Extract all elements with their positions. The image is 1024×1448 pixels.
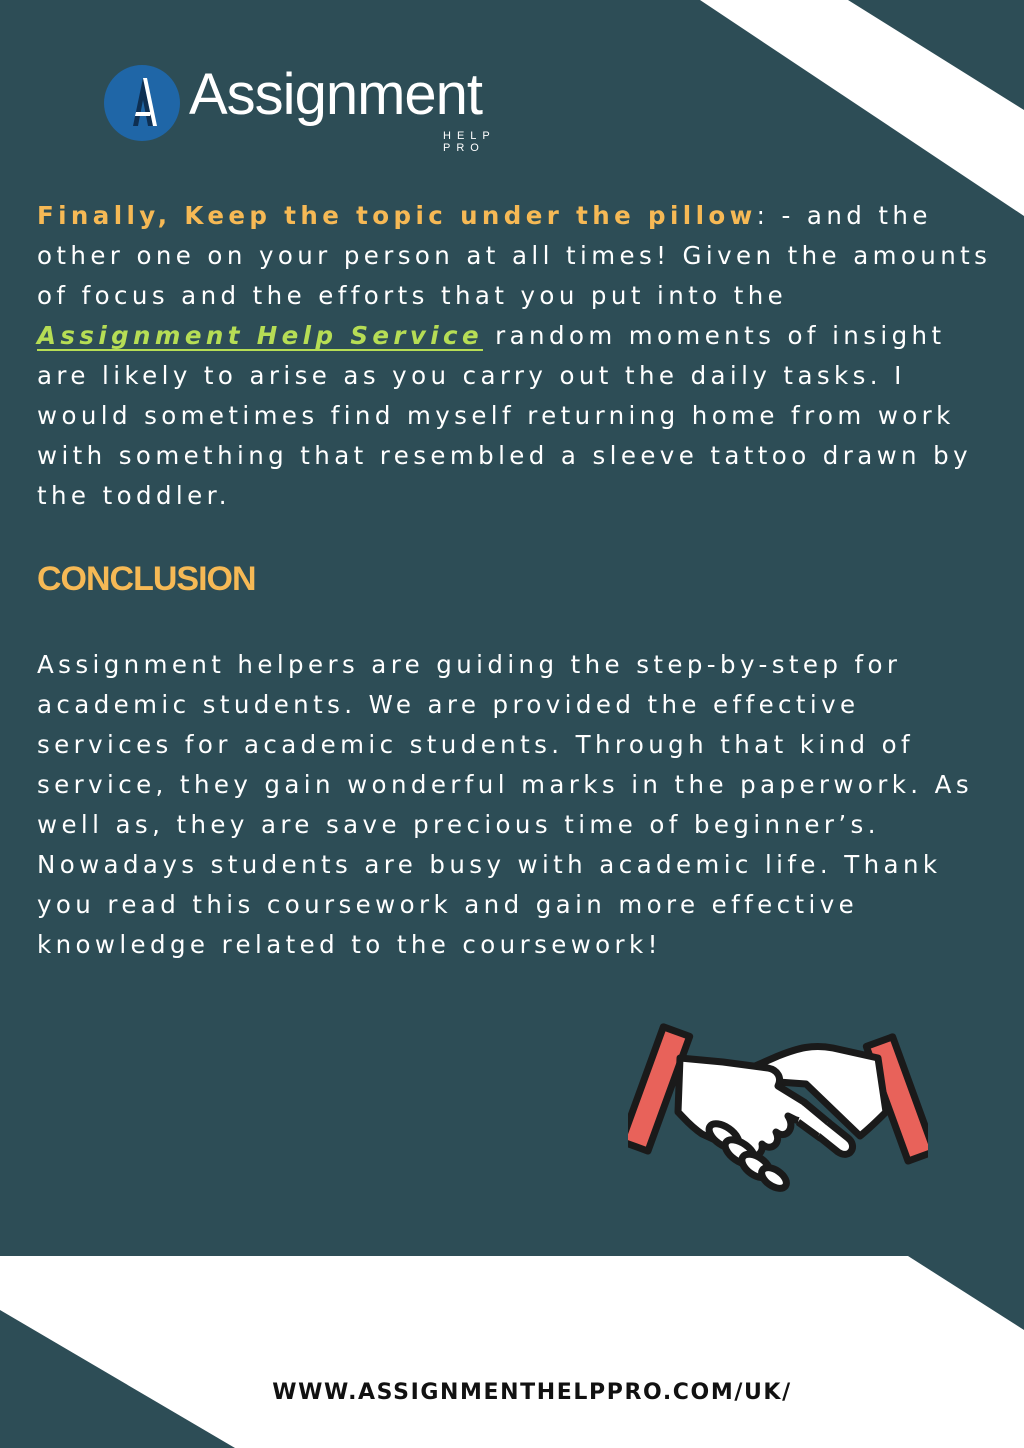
conclusion-paragraph: Assignment helpers are guiding the step-by-step for academic students. We are provided the effective services for academic students. Through that kind of service, they gain wonderful marks in the paperwork. As well as, they are save precious time of beginner’s. Nowadays students are busy with academic life. Thank you read this coursework and gain more effective knowledge related to the coursework! [37,650,973,959]
assignment-help-service-link[interactable]: Assignment Help Service [37,321,483,350]
top-right-white-stripe [700,0,1024,216]
intro-text-part2: random moments of insight are likely to arise as you carry out the daily tasks. I would sometimes find myself returning home from work with something that resembled a sleeve tattoo drawn by the toddler. [37,321,973,510]
intro-paragraph [37,196,997,516]
logo-tagline: HELP PRO [443,130,496,154]
letter-a-logo-icon [103,64,181,142]
intro-text-part1: : - and the other one on your person at all times! Given the amounts of focus and the efforts that you put into the [37,201,992,310]
logo-wordmark: Assignment [189,62,483,127]
brand-logo[interactable] [103,62,523,154]
intro-highlight: Finally, Keep the topic under the pillow [37,201,757,230]
handshake-icon [628,1018,928,1198]
conclusion-heading: CONCLUSION [37,560,256,598]
footer-website-url[interactable]: WWW.ASSIGNMENTHELPPRO.COM/UK/ [272,1380,792,1405]
footer-white-band [0,1256,1024,1448]
